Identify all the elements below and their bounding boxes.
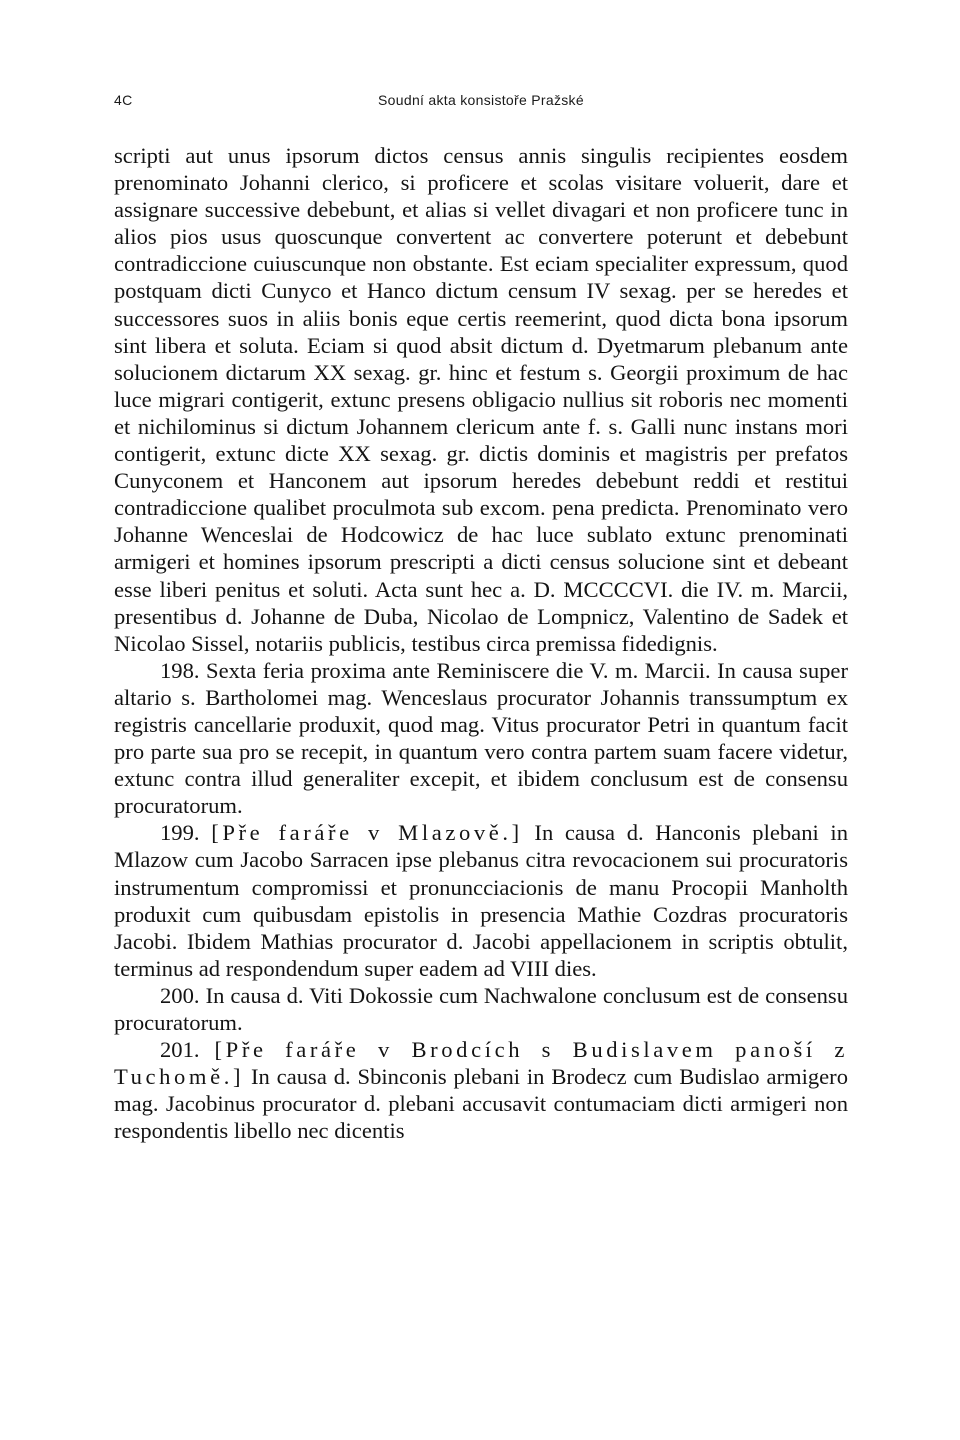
- entry-number: 198.: [160, 657, 200, 683]
- continuation-paragraph: scripti aut unus ipsorum dictos census annis singulis recipientes eosdem prenominato Johanni clerico, si proficere et scolas visitare voluerit, dare et assignare successive debebunt, et alias si vellet divagari et non proficere tunc in alios pios usus quoscunque convertent ac convertere poterunt et debebunt contradiccione cuiuscunque non obstante. Est eciam specialiter expressum, quod postquam dicti Cunyco et Hanco dictum censum IV sexag. per se heredes et successores suos in aliis bonis eque certis reemerint, quod dicta bona ipsorum sint libera et soluta. Eciam si quod absit dictum d. Dyetmarum plebanum ante solucionem dictarum XX sexag. gr. hinc et festum s. Georgii proximum de hac luce migrari contigerit, extunc presens obligacio nullius sit roboris nec momenti et nichilominus si dictum Johannem clericum ante f. s. Galli nunc instans mori contigerit, extunc dicte XX sexag. gr. dictis dominis et magistris per prefatos Cunyconem et Hanconem aut ipsorum heredes debebunt reddi et restitui contradiccione qualibet proculmota sub excom. pena predicta. Prenominato vero Johanne Wenceslai de Hodcowicz de hac luce sublato extunc prenominati armigeri et homines ipsorum prescripti a dicti census solucione sint et debeant esse liberi penitus et soluti. Acta sunt hec a. D. MCCCCVI. die IV. m. Marcii, presentibus d. Johanne de Duba, Nicolao de Lompnicz, Valentino de Sadek et Nicolao Sissel, notariis publicis, testibus circa premissa fidedignis.: [114, 143, 848, 656]
- entry-199: [114, 819, 848, 982]
- running-title: Soudní akta konsistoře Pražské: [378, 92, 584, 108]
- page-number: 4C: [114, 92, 133, 108]
- entry-text: In causa d. Sbinconis plebani in Brodecz cum Budislao armigero mag. Jacobinus procurator d. plebani accusavit contumaciam dicti armigeri non respondentis libello nec dicentis: [114, 1064, 848, 1144]
- entry-198: [114, 657, 848, 820]
- entry-heading: [Pře faráře v Brodcích s Budislavem panoší z Tuchomě.]: [114, 1037, 848, 1090]
- running-header: [114, 92, 848, 114]
- body-text: [114, 142, 848, 1144]
- entry-number: 200.: [160, 982, 200, 1008]
- entry-heading: [Pře faráře v Mlazově.]: [211, 820, 523, 846]
- entry-201: [114, 1036, 848, 1144]
- entry-200: [114, 982, 848, 1036]
- entry-number: 201.: [160, 1037, 200, 1063]
- entry-text: In causa d. Viti Dokossie cum Nachwalone conclusum est de consensu procuratorum.: [114, 982, 848, 1035]
- entry-text: Sexta feria proxima ante Reminiscere die V. m. Marcii. In causa super altario s. Bartholomei mag. Wenceslaus procurator Johannis transsumptum ex registris cancellarie produxit, quod mag. Vitus procurator Petri in quantum facit pro parte sua pro se recepit, in quantum vero contra partem suam facere videtur, extunc contra illud generaliter excepit, et ibidem conclusum est de consensu procuratorum.: [114, 657, 848, 819]
- entry-text: In causa d. Hanconis plebani in Mlazow cum Jacobo Sarracen ipse plebanus citra revocacionem sui procuratoris instrumentum compromissi et pronuncciacionis de manu Procopii Manholth produxit cum quibusdam epistolis in presencia Mathie Cozdras procuratoris Jacobi. Ibidem Mathias procurator d. Jacobi appellacionem in scriptis obtulit, terminus ad respondendum super eadem ad VIII dies.: [114, 820, 849, 981]
- entry-number: 199.: [160, 820, 200, 846]
